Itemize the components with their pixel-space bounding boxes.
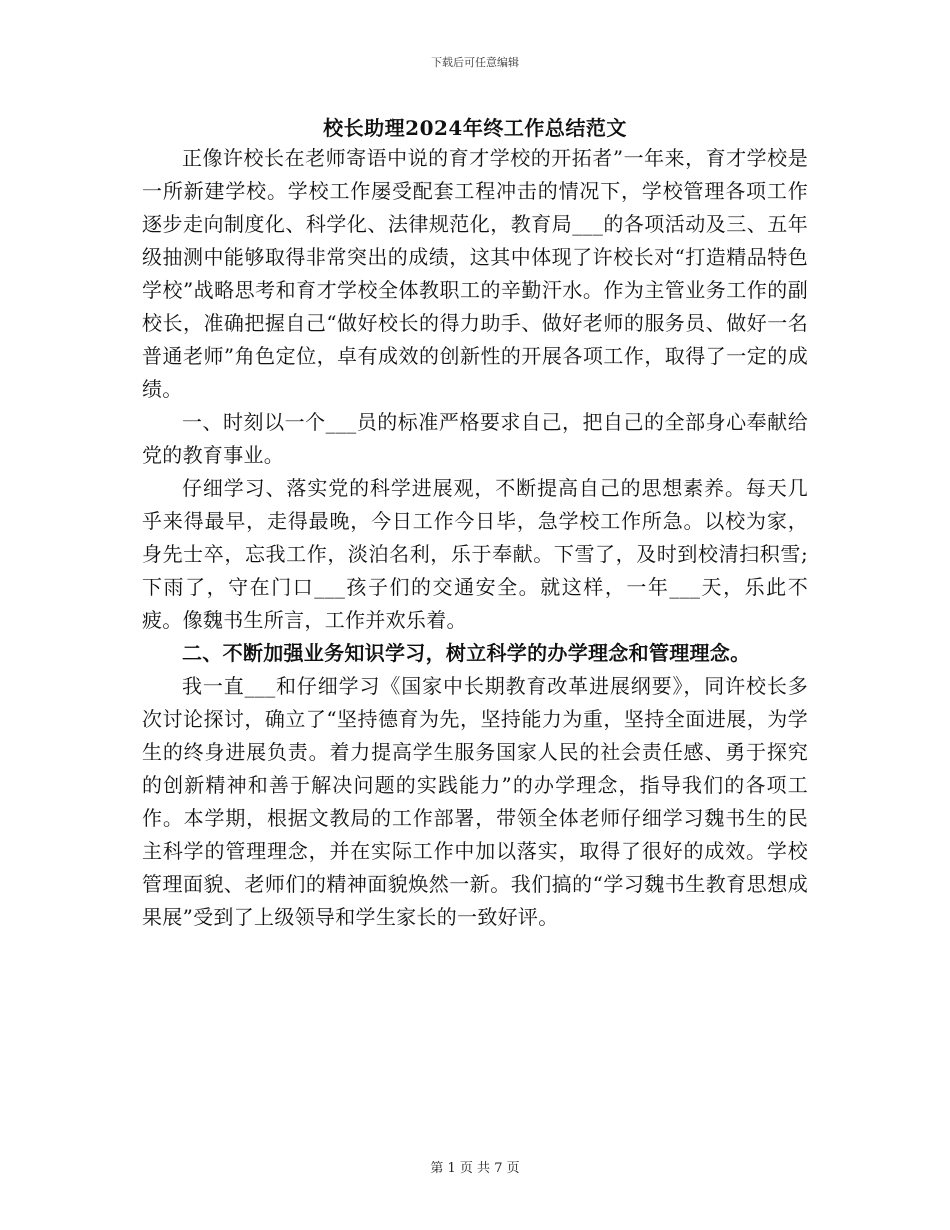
section-heading-1: 一、时刻以一个___员的标准严格要求自己，把自己的全部身心奉献给党的教育事业。 xyxy=(142,410,808,467)
paragraph-section-1: 仔细学习、落实党的科学进展观，不断提高自己的思想素养。每天几乎来得最早，走得最晚，今日工作今日毕，急学校工作所急。以校为家，身先士卒，忘我工作，淡泊名利，乐于奉献。下雪了，及时到校清扫积雪;下雨了，守在门口___孩子们的交通安全。就这样，一年___天，乐此不疲。像魏书生所言，工作并欢乐着。 xyxy=(142,476,808,632)
page-footer: 第 1 页 共 7 页 xyxy=(430,1161,520,1176)
document-body xyxy=(142,142,808,934)
section-heading-2: 二、不断加强业务知识学习，树立科学的办学理念和管理理念。 xyxy=(182,641,751,665)
paragraph-intro: 正像许校长在老师寄语中说的育才学校的开拓者”一年来，育才学校是一所新建学校。学校工作屡受配套工程冲击的情况下，学校管理各项工作逐步走向制度化、科学化、法律规范化，教育局___的各项活动及三、五年级抽测中能够取得非常突出的成绩，这其中体现了许校长对“打造精品特色学校”战略思考和育才学校全体教职工的辛勤汗水。作为主管业务工作的副校长，准确把握自己“做好校长的得力助手、做好老师的服务员、做好一名普通老师”角色定位，卓有成效的创新性的开展各项工作，取得了一定的成绩。 xyxy=(142,146,808,401)
paragraph-section-2: 我一直___和仔细学习《国家中长期教育改革进展纲要》，同许校长多次讨论探讨，确立了“坚持德育为先，坚持能力为重，坚持全面进展，为学生的终身进展负责。着力提高学生服务国家人民的社会责任感、勇于探究的创新精神和善于解决问题的实践能力”的办学理念，指导我们的各项工作。本学期，根据文教局的工作部署，带领全体老师仔细学习魏书生的民主科学的管理理念，并在实际工作中加以落实，取得了很好的成效。学校管理面貌、老师们的精神面貌焕然一新。我们搞的“学习魏书生教育思想成果展”受到了上级领导和学生家长的一致好评。 xyxy=(142,674,808,929)
document-title: 校长助理2024年终工作总结范文 xyxy=(323,116,627,140)
header-note: 下载后可任意编辑 xyxy=(431,56,519,69)
